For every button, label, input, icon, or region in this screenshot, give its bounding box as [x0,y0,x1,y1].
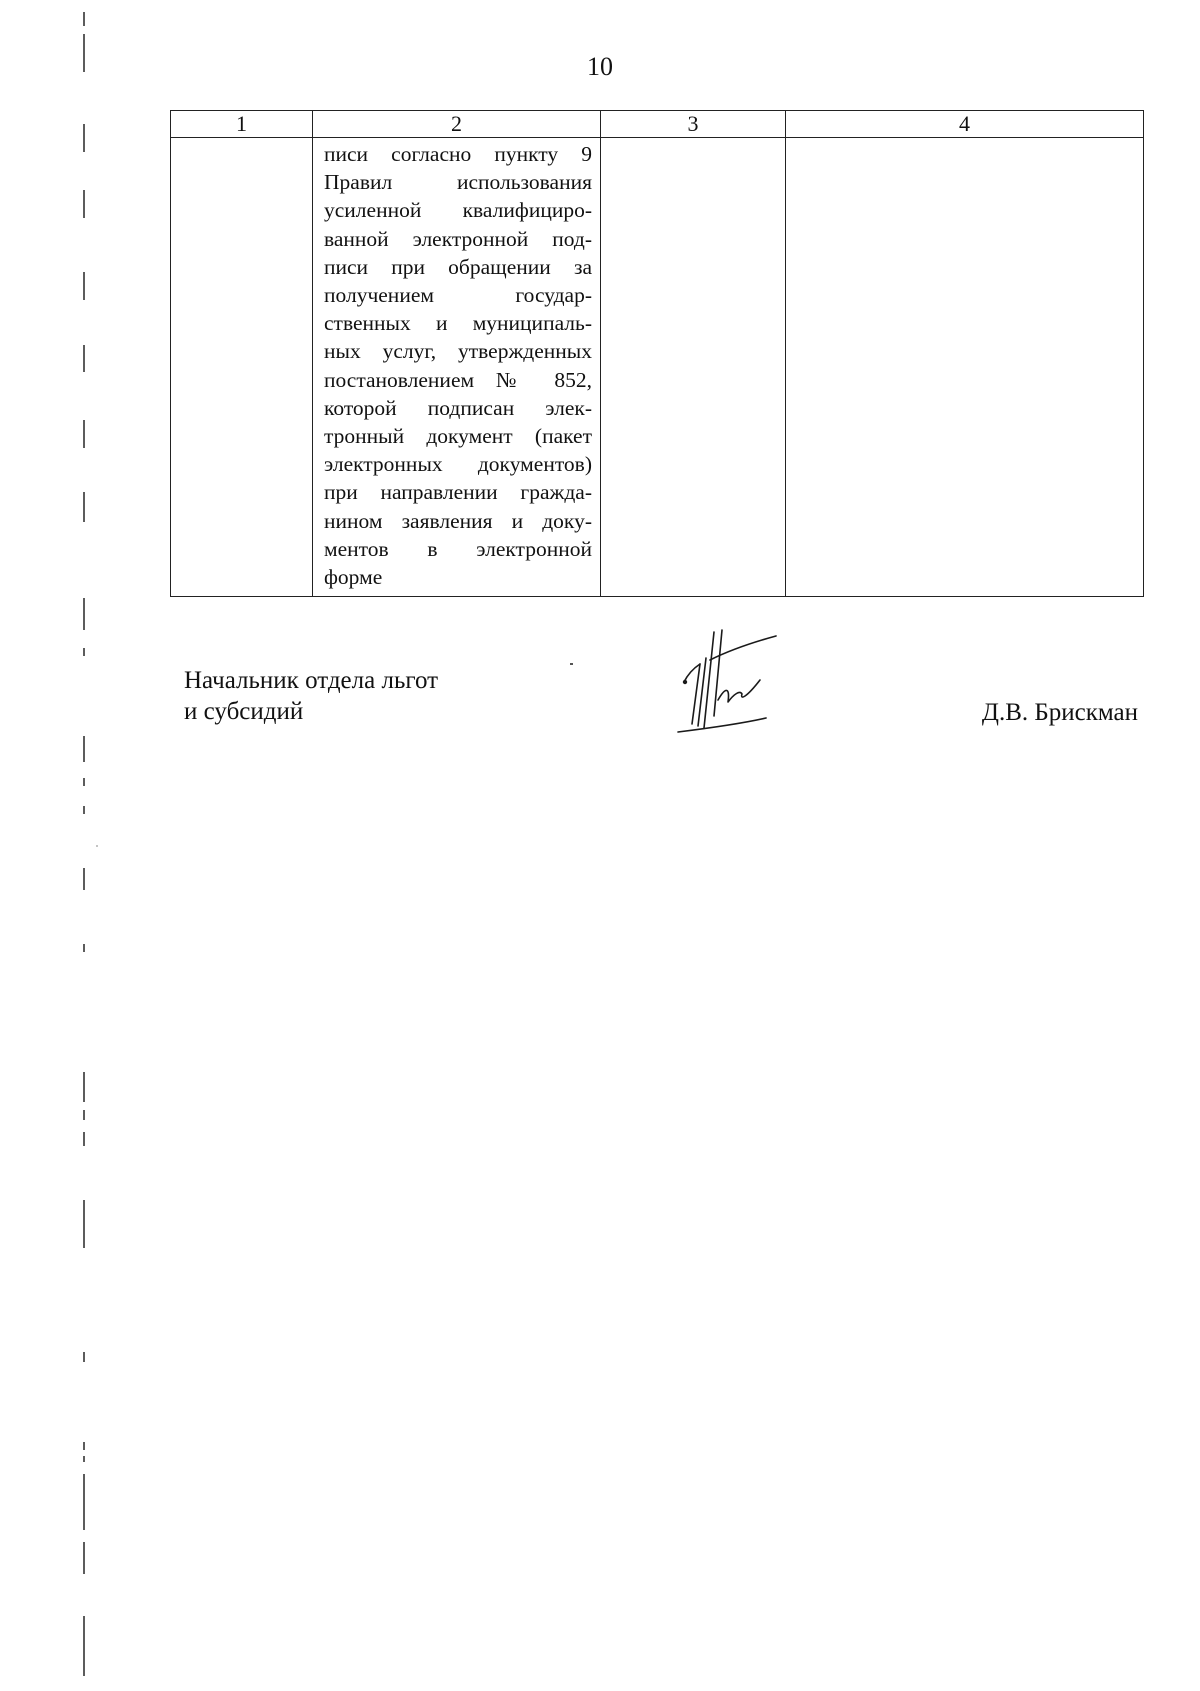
cell-line: усиленной квалифициро- [324,198,592,223]
cell-line: получением государ- [324,283,592,308]
cell-line: писи при обращении за [324,254,592,279]
cell-line: писи согласно пункту 9 [324,142,592,166]
document-table [170,110,1144,597]
cell-line: ванной электронной под- [324,226,592,251]
column-header-3: 3 [601,111,786,138]
handwritten-signature-icon [670,628,790,738]
cell-text-block [313,138,600,596]
cell-line: Правил использования [324,170,592,195]
scan-margin-marks [60,0,100,1691]
table-row [171,138,1144,597]
cell-line: ственных и муниципаль- [324,311,592,336]
cell-line: нином заявления и доку- [324,508,592,533]
cell-line: ментов в электронной [324,536,592,561]
cell-line: форме [324,565,383,590]
cell-line: которой подписан элек- [324,395,592,420]
cell-line: при направлении гражда- [324,480,592,505]
signatory-name: Д.В. Брискман [981,699,1138,726]
table-cell-col1 [171,138,313,597]
column-header-1: 1 [171,111,313,138]
signatory-position-line2: и субсидий [184,698,304,725]
column-header-4: 4 [786,111,1144,138]
table-header-row [171,111,1144,138]
table-cell-col3 [601,138,786,597]
cell-line: тронный документ (пакет [324,424,592,449]
scan-dot [570,663,573,665]
column-header-2: 2 [313,111,601,138]
signatory-position [184,665,438,727]
cell-line: ных услуг, утвержденных [324,339,592,364]
table-cell-col2 [313,138,601,597]
table-cell-col4 [786,138,1144,597]
cell-line: электронных документов) [324,452,592,477]
signatory-position-line1: Начальник отдела льгот [184,667,439,694]
cell-line: постановлением № 852, [324,367,592,392]
page-number: 10 [587,52,613,81]
